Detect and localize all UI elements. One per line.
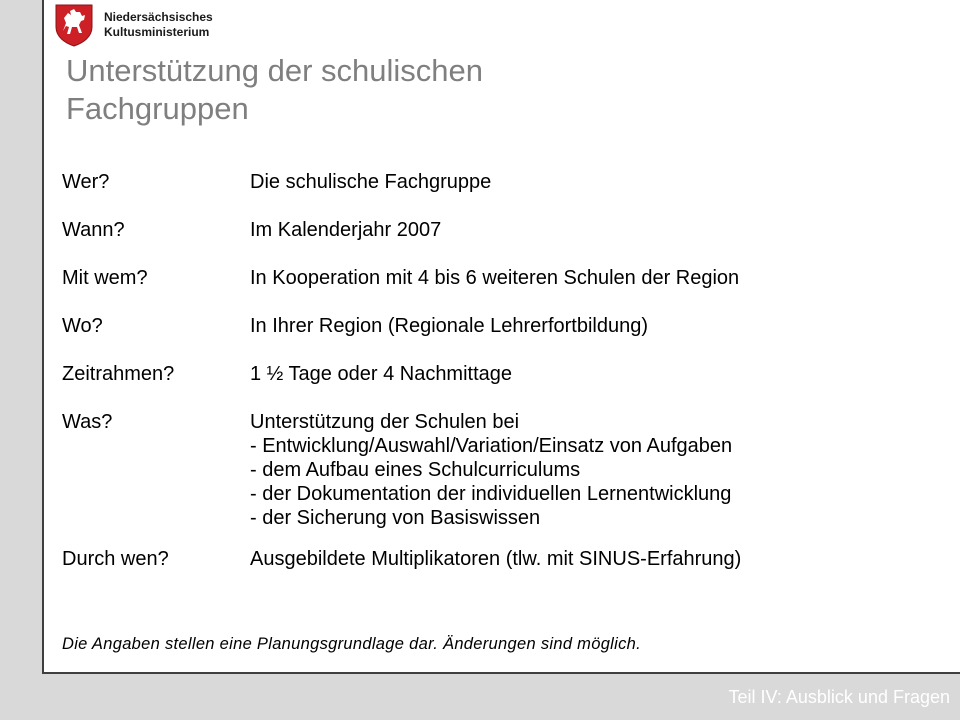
info-label: Wer? bbox=[62, 171, 110, 193]
ministry-name bbox=[104, 10, 213, 40]
slide-title-line2: Fachgruppen bbox=[66, 91, 249, 126]
slide-title-line1: Unterstützung der schulischen bbox=[66, 53, 484, 88]
info-row-wann bbox=[62, 218, 932, 242]
info-value-line: In Ihrer Region (Regionale Lehrerfortbildung) bbox=[250, 315, 649, 337]
ministry-name-line1: Niedersächsisches bbox=[104, 10, 213, 24]
info-label: Mit wem? bbox=[62, 267, 148, 289]
info-row-wo bbox=[62, 314, 932, 338]
left-sidebar-band bbox=[0, 0, 42, 720]
info-value-line: Im Kalenderjahr 2007 bbox=[250, 219, 442, 241]
info-row-zeitrahmen bbox=[62, 362, 932, 386]
slide-title bbox=[66, 52, 626, 128]
info-value bbox=[250, 314, 932, 338]
info-row-wer bbox=[62, 170, 932, 194]
info-value bbox=[250, 170, 932, 194]
left-divider-line bbox=[42, 0, 44, 720]
info-value-line: - dem Aufbau eines Schulcurriculums bbox=[250, 459, 581, 481]
planning-note: Die Angaben stellen eine Planungsgrundlage dar. Änderungen sind möglich. bbox=[62, 635, 642, 653]
ministry-logo bbox=[44, 0, 304, 50]
info-table bbox=[62, 170, 932, 595]
info-value-line: - der Sicherung von Basiswissen bbox=[250, 507, 541, 529]
info-value-line: 1 ½ Tage oder 4 Nachmittage bbox=[250, 363, 513, 385]
info-label: Wo? bbox=[62, 315, 103, 337]
info-value-line: Ausgebildete Multiplikatoren (tlw. mit SINUS-Erfahrung) bbox=[250, 548, 742, 570]
info-row-was bbox=[62, 410, 932, 530]
info-value bbox=[250, 362, 932, 386]
info-row-mit-wem bbox=[62, 266, 932, 290]
info-value-line: Die schulische Fachgruppe bbox=[250, 171, 492, 193]
niedersachsen-crest-icon bbox=[54, 3, 94, 47]
info-value bbox=[250, 266, 932, 290]
info-value bbox=[250, 410, 932, 530]
info-label: Durch wen? bbox=[62, 548, 169, 570]
info-row-durch-wen bbox=[62, 547, 932, 571]
footer-section-label: Teil IV: Ausblick und Fragen bbox=[728, 687, 950, 707]
info-value-line: - der Dokumentation der individuellen Lernentwicklung bbox=[250, 483, 732, 505]
info-label: Wann? bbox=[62, 219, 125, 241]
info-value-line: - Entwicklung/Auswahl/Variation/Einsatz von Aufgaben bbox=[250, 435, 733, 457]
ministry-name-line2: Kultusministerium bbox=[104, 25, 210, 39]
info-value-line: Unterstützung der Schulen bei bbox=[250, 411, 520, 433]
info-label: Zeitrahmen? bbox=[62, 363, 175, 385]
info-value bbox=[250, 547, 932, 571]
info-value-line: In Kooperation mit 4 bis 6 weiteren Schulen der Region bbox=[250, 267, 740, 289]
info-value bbox=[250, 218, 932, 242]
info-label: Was? bbox=[62, 411, 113, 433]
